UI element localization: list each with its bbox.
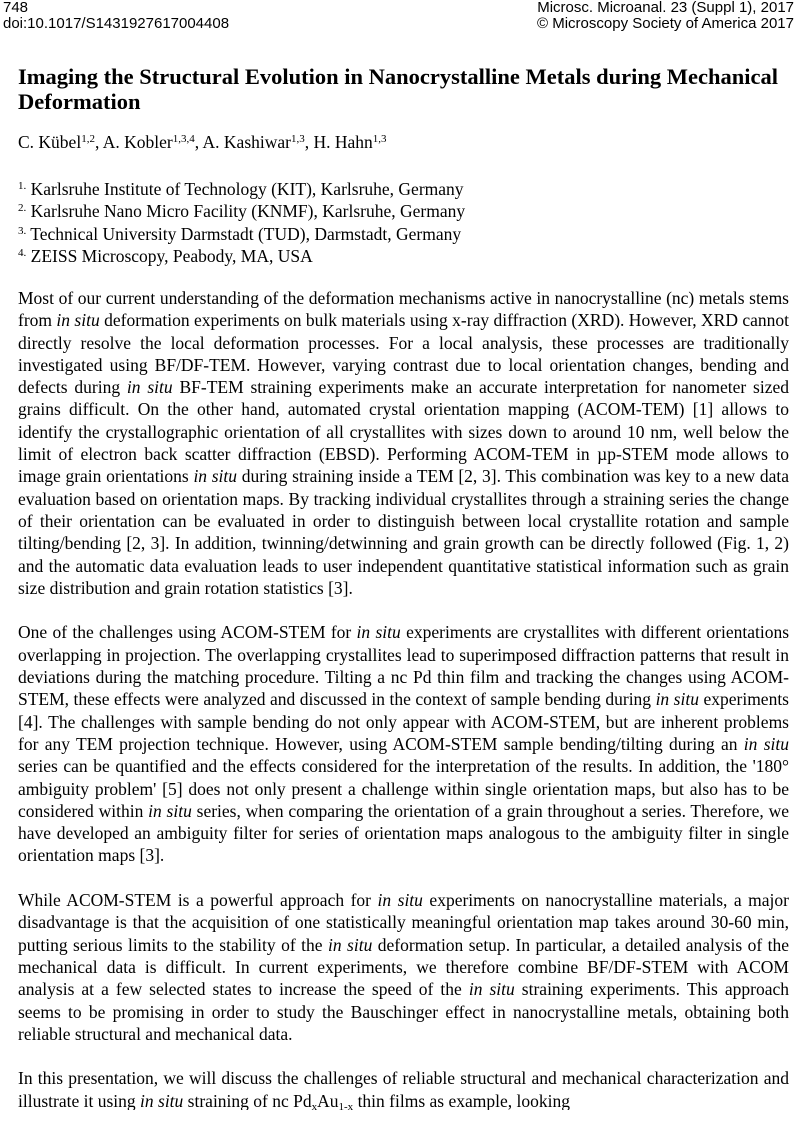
text-run: Au xyxy=(317,1090,339,1111)
affiliation-number: 1. xyxy=(18,180,27,192)
subscript: 1-x xyxy=(338,1100,354,1111)
author-affiliation: 1,3,4 xyxy=(172,133,195,145)
paragraph-4 xyxy=(18,1067,789,1110)
affiliation-list xyxy=(18,178,465,267)
text-run: thin films as example, looking xyxy=(353,1090,570,1111)
text-run: straining experiments. This approach seems to be promising in order to study the Bauschinger effect in nanocrystalline metals, obtaining both reliable structural and mechanical data. xyxy=(18,979,789,1044)
italic-term: in situ xyxy=(193,466,238,487)
copyright: © Microscopy Society of America 2017 xyxy=(537,15,794,32)
paragraph-1 xyxy=(18,287,789,599)
text-run: during straining inside a TEM [2, 3]. This combination was key to a new data evaluation based on orientation maps. By tracking individual crystallites through a straining series the change of their orientation can be evaluated in order to distinguish between local crystallite rotation and sample tilting/bending [2, 3]. In addition, twinning/detwinning and grain growth can be directly followed (Fig. 1, 2) and the automatic data evaluation leads to user independent quantitative statistical information such as grain size distribution and grain rotation statistics [3]. xyxy=(18,466,789,598)
italic-term: in situ xyxy=(140,1090,184,1111)
paragraph-3 xyxy=(18,889,789,1045)
text-run: series, when comparing the orientation of a grain throughout a series. Therefore, we have developed an ambiguity filter for series of orientation maps analogous to the ambiguity filter in single orientation maps [3]. xyxy=(18,800,789,866)
italic-term: in situ xyxy=(743,733,789,754)
page-number: 748 xyxy=(3,0,29,16)
text-run: experiments are crystallites with different orientations overlapping in projection. The overlapping crystallites lead to superimposed diffraction patterns that result in deviations during the matching procedure. Tilting a nc Pd thin film and tracking the changes using ACOM-STEM, these effects were analyzed and discussed in the context of sample bending during xyxy=(18,622,790,710)
author-affiliation: 1,2 xyxy=(81,133,95,145)
italic-term: in situ xyxy=(655,689,699,710)
abstract-body xyxy=(18,287,789,1133)
author-name: C. Kübel xyxy=(18,132,82,152)
affiliation-number: 2. xyxy=(18,202,27,215)
text-run: deformation experiments on bulk materials using x-ray diffraction (XRD). However, XRD cannot directly resolve the local deformation processes. For a local analysis, these processes are traditionally investigated using BF/DF-TEM. However, varying contrast due to local orientation changes, bending and defects during xyxy=(18,310,789,398)
text-run: In this presentation, we will discuss the challenges of reliable structural and mechanical characterization and illustrate it using xyxy=(18,1068,789,1111)
doi: doi:10.1017/S1431927617004408 xyxy=(3,15,230,32)
italic-term: in situ xyxy=(56,310,100,331)
subscript: x xyxy=(311,1100,318,1111)
text-run: experiments on nanocrystalline materials, a major disadvantage is that the acquisition of one statistically meaningful orientation map takes around 30-60 min, putting serious limits to the stability of the xyxy=(18,890,789,955)
text-run: One of the challenges using ACOM-STEM for xyxy=(18,622,357,643)
affiliation xyxy=(18,200,465,222)
page-header-left xyxy=(3,0,229,32)
text-run: series can be quantified and the effects considered for the interpretation of the results. In addition, the '180° ambiguity problem' [5] does not only present a challenge within single orientation maps, but also has to be considered within xyxy=(18,756,789,821)
paper-title: Imaging the Structural Evolution in Nanocrystalline Metals during Mechanical Deformation xyxy=(18,64,779,114)
italic-term: in situ xyxy=(148,800,192,821)
affiliation xyxy=(18,245,465,267)
text-run: While ACOM-STEM is a powerful approach for xyxy=(18,890,378,911)
italic-term: in situ xyxy=(327,934,373,955)
italic-term: in situ xyxy=(468,979,515,1000)
author-affiliation: 1,3 xyxy=(290,133,305,145)
paragraph-2 xyxy=(18,621,789,866)
author-name: H. Hahn xyxy=(313,132,373,152)
author-name: A. Kashiwar xyxy=(202,132,291,152)
italic-term: in situ xyxy=(377,890,423,911)
journal-citation: Microsc. Microanal. 23 (Suppl 1), 2017 xyxy=(537,0,794,16)
text-run: experiments [4]. The challenges with sample bending do not only appear with ACOM-STEM, but are inherent problems for any TEM projection technique. However, using ACOM-STEM sample bending/tilting during an xyxy=(18,689,789,754)
page-header-right xyxy=(537,0,794,32)
text-run: BF-TEM straining experiments make an accurate interpretation for nanometer sized grains difficult. On the other hand, automated crystal orientation mapping (ACOM-TEM) [1] allows to identify the crystallographic orientation of all crystallites with sizes down to around 10 nm, well below the limit of electron back scatter diffraction (EBSD). Performing ACOM-TEM in µp-STEM mode allows to image grain orientations xyxy=(18,377,789,487)
affiliation xyxy=(18,178,465,200)
affiliation-number: 3. xyxy=(18,224,27,237)
italic-term: in situ xyxy=(126,377,173,398)
affiliation-number: 4. xyxy=(18,246,27,259)
author-list: C. Kübel$^{1,2}$, A. Kobler$^{1,3,4}$, A. Kashiwar$^{1,3}$, H. Hahn$^{1,3}$ xyxy=(18,132,387,152)
text-run: deformation setup. In particular, a detailed analysis of the mechanical data is difficult. In current experiments, we therefore combine BF/DF-STEM with ACOM analysis at a few selected states to increase the speed of the xyxy=(18,934,789,1000)
affiliation xyxy=(18,223,465,245)
affiliation-text: Technical University Darmstadt (TUD), Darmstadt, Germany xyxy=(26,223,462,244)
affiliation-text: Karlsruhe Nano Micro Facility (KNMF), Karlsruhe, Germany xyxy=(26,201,466,222)
affiliation-text: Karlsruhe Institute of Technology (KIT), Karlsruhe, Germany xyxy=(26,179,464,199)
text-run: Most of our current understanding of the deformation mechanisms active in nanocrystalline (nc) metals stems from xyxy=(18,288,789,331)
italic-term: in situ xyxy=(356,622,401,643)
author-name: A. Kobler xyxy=(102,132,173,152)
affiliation-text: ZEISS Microscopy, Peabody, MA, USA xyxy=(26,245,313,266)
text-run: straining of nc Pd xyxy=(183,1090,312,1111)
author-affiliation: 1,3 xyxy=(372,133,387,145)
